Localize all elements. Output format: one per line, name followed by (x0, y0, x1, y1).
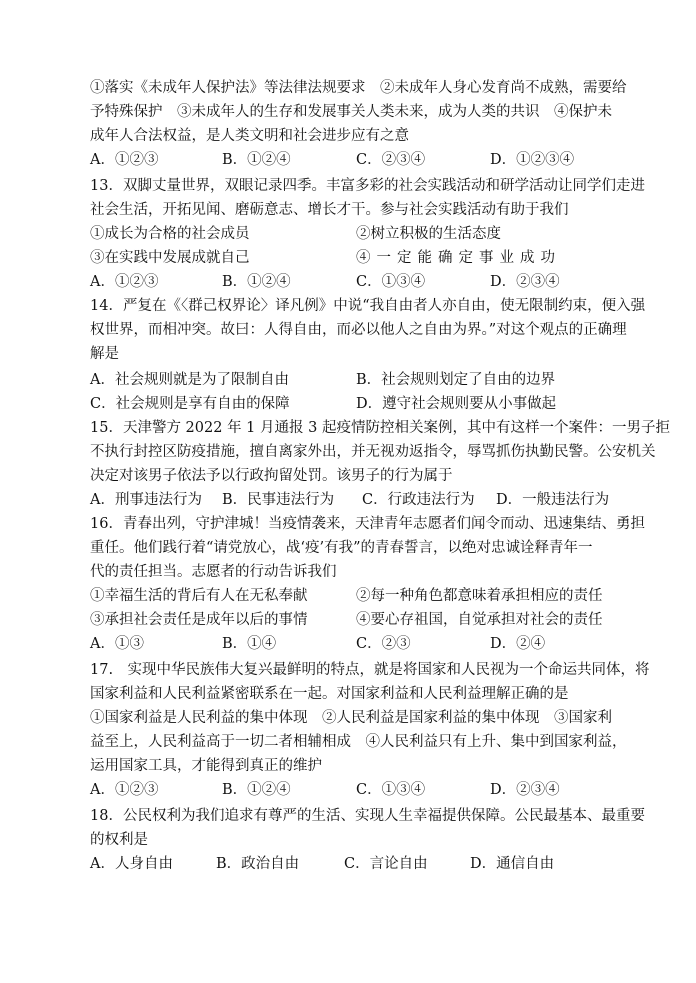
q14-line-1: 14．严复在《〈群己权界论〉译凡例》中说“我自由者人亦自由，使无限制约束，便入强 (90, 298, 646, 314)
q16-option-d: D．②④ (490, 636, 546, 652)
q16-item-3: ③承担社会责任是成年以后的事情 (90, 612, 308, 628)
q16-line-2: 重任。他们践行着“请党放心，战‘疫’有我”的青春誓言，以绝对忠诚诠释青年一 (90, 540, 593, 556)
q13-option-d: D．②③④ (490, 274, 560, 290)
q18-option-a: A．人身自由 (90, 856, 173, 872)
q17-option-b: B．①②④ (222, 782, 291, 798)
q16-line-1: 16．青春出列，守护津城！当疫情袭来，天津青年志愿者们闻令而动、迅速集结、勇担 (90, 516, 645, 532)
q17-option-a: A．①②③ (90, 782, 159, 798)
q12-option-b: B．①②④ (222, 152, 291, 168)
q15-line-2: 不执行封控区防疫措施，擅自离家外出，并无视劝返指令，辱骂抓伤执勤民警。公安机关 (90, 444, 656, 460)
q17-line-5: 运用国家工具，才能得到真正的维护 (90, 758, 322, 774)
q13-line-2: 社会生活，开拓见闻、磨砺意志、增长才干。参与社会实践活动有助于我们 (90, 202, 569, 218)
q15-option-d: D．一般违法行为 (496, 492, 610, 508)
q14-option-d: D．遵守社会规则要从小事做起 (356, 396, 557, 412)
q16-item-4: ④要心存祖国，自觉承担对社会的责任 (356, 612, 603, 628)
q17-line-4: 益至上，人民利益高于一切二者相辅相成 ④人民利益只有上升、集中到国家利益， (90, 734, 627, 750)
q17-line-3: ①国家利益是人民利益的集中体现 ②人民利益是国家利益的集中体现 ③国家利 (90, 710, 612, 726)
q14-line-2: 权世界，而相冲突。故曰：人得自由，而必以他人之自由为界。”对这个观点的正确理 (90, 322, 627, 338)
q13-option-c: C．①③④ (356, 274, 426, 290)
q14-option-b: B．社会规则划定了自由的边界 (356, 372, 556, 388)
q12-line-3: 成年人合法权益，是人类文明和社会进步应有之意 (90, 128, 409, 144)
q13-item-2: ②树立积极的生活态度 (356, 226, 501, 242)
q12-line-1: ①落实《未成年人保护法》等法律法规要求 ②未成年人身心发育尚不成熟，需要给 (90, 80, 627, 96)
q13-option-b: B．①②④ (222, 274, 291, 290)
q12-option-c: C．②③④ (356, 152, 426, 168)
q15-option-b: B．民事违法行为 (222, 492, 335, 508)
q16-option-c: C．②③ (356, 636, 411, 652)
q17-line-1: 17. 实现中华民族伟大复兴最鲜明的特点，就是将国家和人民视为一个命运共同体，将 (90, 662, 650, 678)
q12-option-a: A．①②③ (90, 152, 159, 168)
q15-option-c: C．行政违法行为 (362, 492, 475, 508)
q16-item-2: ②每一种角色都意味着承担相应的责任 (356, 588, 603, 604)
q14-option-c: C．社会规则是享有自由的保障 (90, 396, 290, 412)
q16-item-1: ①幸福生活的背后有人在无私奉献 (90, 588, 308, 604)
q15-line-1: 15．天津警方 2022 年 1 月通报 3 起疫情防控相关案例，其中有这样一个案件：一男子拒 (90, 420, 670, 436)
q18-option-b: B．政治自由 (216, 856, 300, 872)
q14-option-a: A．社会规则就是为了限制自由 (90, 372, 289, 388)
q18-option-c: C．言论自由 (344, 856, 428, 872)
q12-line-2: 予特殊保护 ③未成年人的生存和发展事关人类未来，成为人类的共识 ④保护未 (90, 104, 612, 120)
q17-option-c: C．①③④ (356, 782, 426, 798)
q12-option-d: D．①②③④ (490, 152, 575, 168)
q15-option-a: A．刑事违法行为 (90, 492, 202, 508)
q13-item-4: ④一定能确定事业成功 (356, 250, 561, 266)
q13-item-3: ③在实践中发展成就自己 (90, 250, 250, 266)
q14-line-3: 解是 (90, 346, 119, 362)
q17-line-2: 国家利益和人民利益紧密联系在一起。对国家利益和人民利益理解正确的是 (90, 686, 569, 702)
q13-item-1: ①成长为合格的社会成员 (90, 226, 250, 242)
q18-line-2: 的权利是 (90, 832, 148, 848)
q18-option-d: D．通信自由 (470, 856, 555, 872)
q17-option-d: D．②③④ (490, 782, 560, 798)
q18-line-1: 18．公民权利为我们追求有尊严的生活、实现人生幸福提供保障。公民最基本、最重要 (90, 808, 645, 824)
q13-option-a: A．①②③ (90, 274, 159, 290)
q16-line-3: 代的责任担当。志愿者的行动告诉我们 (90, 564, 337, 580)
q16-option-a: A．①③ (90, 636, 144, 652)
q16-option-b: B．①④ (222, 636, 277, 652)
q15-line-3: 决定对该男子依法予以行政拘留处罚。该男子的行为属于 (90, 468, 453, 484)
q13-line-1: 13．双脚丈量世界，双眼记录四季。丰富多彩的社会实践活动和研学活动让同学们走进 (90, 178, 645, 194)
